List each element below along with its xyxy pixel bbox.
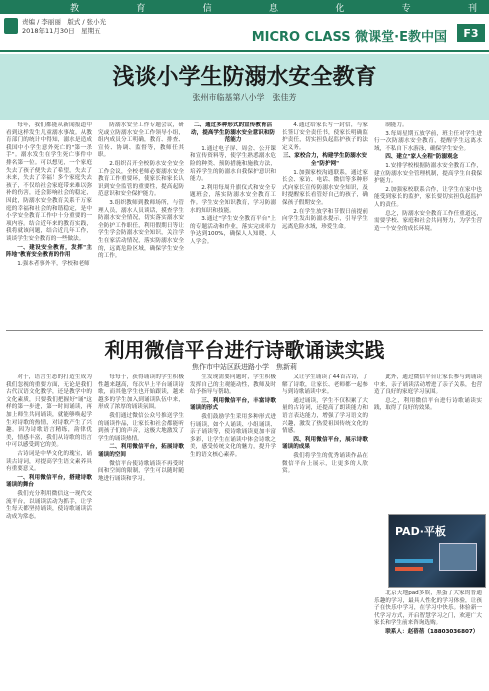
banner-char: 息 [268, 4, 280, 14]
paragraph: 微信平台使诗歌诵读不再受时间和空间的限制，学生可以随时随地进行诵读和学习。 [98, 460, 184, 482]
paragraph: 2.在学生放学和节假日前提前向学生发出防溺水提示，引导学生远离危险水域，珍爱生命。 [282, 208, 368, 230]
subheading: 二、利用微信平台，拓展诗歌诵读的空间 [98, 444, 184, 458]
banner-char: 专 [401, 4, 413, 14]
decorative-stripe [395, 567, 423, 571]
subheading: 一、建设安全教育，发挥"主阵地"教育安全教育的作用 [6, 244, 92, 259]
paragraph: 我们鼓励学生采用多种形式进行诵读，如个人诵读、小组诵读、亲子诵读等，使诗歌诵读更加丰富多彩，让学生在诵读中体会诗歌之美，感受传统文化的魅力，提升学生的语文核心素养。 [190, 413, 276, 458]
subheading: 一、利用微信平台，搭建诗歌诵读的舞台 [6, 474, 92, 489]
article2-column-1 [6, 374, 92, 686]
paragraph: 又让学生诵读了44首古诗，了解了诗歌，让家长、老师都一起参与到诗歌诵读中来。 [282, 374, 368, 396]
subheading: 三、利用微信平台，丰富诗歌诵读的形式 [190, 397, 276, 412]
subheading: 三、家校合力，构建学生防溺水安全"防护网" [283, 153, 367, 167]
subheading: 四、建立"家人全程"防溺观念 [385, 154, 459, 161]
paragraph: 生发现需要问题时，学生积极发挥自己的主观能动性，教师及时给予指导与帮助。 [190, 374, 276, 396]
paragraph: 我们充分利用微信这一现代交流平台，以诵读活动为抓手，让学生每天都坚持诵读，使诗歌诵读活动成为常态。 [6, 490, 92, 520]
banner-char: 化 [335, 4, 347, 14]
paragraph: 防溺水安全工作专题会议，研究或立防溺水安全工作领导小组，组内成员分工明确，教育、排查、宣传、协调、监督等，教师任其职。 [98, 122, 184, 159]
top-banner [0, 0, 489, 14]
paragraph: 2.加强家校联系合作，让学生在家中也能受到家长的监护，家长要切实担负起监护人的责任。 [374, 186, 482, 208]
paragraph: 此外，通过微信平台让家长参与到诵读中来，亲子诵读活动增进了亲子关系，也营造了良好的家庭学习氛围。 [374, 374, 482, 396]
paragraph: 1.加强家校沟通联系，通过家长会、家访、电话、微信等多种形式向家长宣传防溺水安全知识，及时提醒家长看管好自己的孩子，确保孩子假期安全。 [282, 169, 368, 206]
article2-column-3 [190, 374, 276, 686]
paragraph: 2.利用每周升旗仪式和安全专题班会，落实防溺水安全教育工作。学生安全知识教育，学习防溺水的知识和技能。 [190, 184, 276, 214]
article2-column-2 [98, 374, 184, 686]
article1-byline: 张州市临基第八小学 张佳芳 [192, 93, 297, 102]
paragraph: 每年，我们都能从新闻报道中看到这样发生儿童溺水事故。从教育部门的统计中得知，溺水是造成我国中小学生意外死亡的"第一杀手"。溺水发生在学生死亡事件中排名第一位。可以想见，一个家庭失去了孩子便失去了希望，失去了未来，失去了幸福！多个家庭失去孩子，不仅给社会家庭带来难以弥补的伤害，还会影响社会的稳定，因此，防溺水安全教育关系千万家庭的幸福和社会的和谐稳定，是中小学安全教育工作中十分重要的一项内容。结合近年来的教育实践，我将就该问题，结合近几年工作，谈谈学生安全教育的一些做法。 [6, 122, 92, 242]
article1-column-1 [6, 122, 92, 328]
paragraph: 总之，防溺水安全教育工作任重道远，需要学校、家庭和社会共同努力，为学生营造一个安全的成长环境。 [374, 210, 482, 232]
article2-column-4 [282, 374, 368, 686]
paragraph: 1.通过电子屏、周会、公开课和宣传资料等，使学生熟悉溺水危险的种类、预防措施和施救方法，培养学生的防溺水自我保护意识和能力。 [190, 145, 276, 183]
newspaper-logo-icon [4, 18, 18, 34]
paragraph: 2.组织召开全校防水安全安全工作会议，全校老师必要溺水安全教育工作重要环，使家长和家长认识到安全监管的重要性，提高起防范意识和安全保护能力。 [98, 160, 184, 198]
banner-title [70, 1, 479, 14]
ad-paragraph: 北京天地pad多娱，黑蛋了大家的普通乐趣的学习，最具人性化的学习体验，让孩子在快乐中学习，在学习中快乐。体验新一代学习方式，开启智慧学习之门，欢迎广大家长和学生前来咨询选购。 [374, 590, 482, 627]
paragraph: 通过诵读，学生不仅积累了大量的古诗词，还提高了朗读能力和语言表达能力，增强了学习语文的兴趣，激发了热爱祖国传统文化的情感。 [282, 397, 368, 435]
ad-contact: 联系人：赵蓓蓓（18803036807） [385, 628, 479, 635]
page-header [0, 14, 489, 52]
article2-title: 利用微信平台进行诗歌诵读实践 [104, 338, 385, 362]
paragraph: 1.强本者事外平，学校和老师 [17, 260, 90, 267]
article1-column-3 [190, 122, 276, 328]
pad-logo-text: PAD·平板 [395, 525, 446, 538]
paragraph: 3.组织教师到教师场所，与管理人员，溺水人员谈话，摸查学生防溺水安全情况，切实落实溺水安全防护工作职任，利用假期日等让学生学会防溺水安全知识，关注学生在家活动情况，落实防溺水安全的，远离危险区域，确保学生安全的工作。 [98, 199, 184, 260]
paragraph: 我们将学生的优秀诵读作品在微信平台上展示，让更多的人欣赏。 [282, 452, 368, 475]
section-title: MICRO CLASS 微课堂·E教中国 [251, 30, 447, 45]
banner-char: 刊 [467, 4, 479, 14]
article-divider [6, 330, 483, 331]
page-number: F3 [457, 24, 485, 42]
article1-column-4 [282, 122, 368, 328]
subheading: 四、利用微信平台，展示诗歌诵读的成果 [282, 436, 368, 451]
article1-title: 浅谈小学生防溺水安全教育 [112, 65, 377, 90]
paragraph: 3.每周星期五放学前，班主任对学生进行一次防溺水安全教育，提醒学生远离水域，不私自下水游泳，确保学生安全。 [374, 130, 482, 152]
paragraph: 古诗词是中华文化的瑰宝，诵读古诗词，对提高学生语文素养具有重要意义。 [6, 450, 92, 473]
banner-char: 信 [202, 4, 214, 14]
article2-column-5 [374, 374, 482, 510]
paragraph: 每每于，获得诵读的学生积极性越来越高，每次早上平台诵读诗歌，而其他学生也开始跟读，越来越多的学生加入到诵读队伍中来，形成了浓厚的诵读氛围。 [98, 374, 184, 411]
tablet-ad-photo [388, 514, 486, 588]
subheading: 二、通过多种形式的宣传教育活动，提高学生防溺水安全意识和防范能力 [191, 122, 275, 144]
banner-char: 教 [70, 4, 82, 14]
paragraph: 对于，语言生态的打造生成为我们忽视的重要方面，无论是我们古代汉语文化教学，还是教学中的文化素质，只要我们把握好"诵"这样的第一步进，第一时间诵读，再加上师生共同诵读，就能够唤起学生对诗歌的热情，对诗歌产生了兴趣。因为诗歌语言精练，韵律优美，情感丰富，我们从诗歌的语言中可以感受到它的美。 [6, 374, 92, 449]
paragraph: 总之，利用微信平台进行诗歌诵读实践，取得了良好的效果。 [374, 397, 482, 412]
paragraph: 4.通过给家长写一封信，与家长签订安全责任书，使家长明确监护责任，切实担负起监护孩子的法定义务。 [282, 122, 368, 151]
issue-date: 2018年11月30日 星期五 [22, 27, 101, 35]
tablet-screen-icon [439, 543, 477, 571]
paragraph: 制能力。 [385, 122, 408, 128]
banner-char: 育 [136, 4, 148, 14]
ad-text-block [374, 590, 482, 686]
paragraph: 3.通过"学生安全教育平台"上的专题活动和作业，落实完成率力争达到100%，确保人人知晓、人人学会。 [190, 216, 276, 245]
paragraph: 1.安排学校根据防溺水安全教育工作，建立防溺水安全管理机制，提高学生自我保护能力。 [374, 162, 482, 185]
article1-column-2 [98, 122, 184, 328]
editor-credit: 责编 / 李丽丽 版式 / 张小光 [22, 18, 107, 26]
article2-byline: 焦作市中站区跃进路小学 焦新莉 [192, 363, 297, 371]
article1-column-5 [374, 122, 482, 328]
paragraph: 我们通过微信公众号推送学生的诵读作品，让家长和社会都能听到孩子们的声音，这极大地激发了学生的诵读热情。 [98, 412, 184, 442]
decorative-stripe [395, 559, 433, 563]
